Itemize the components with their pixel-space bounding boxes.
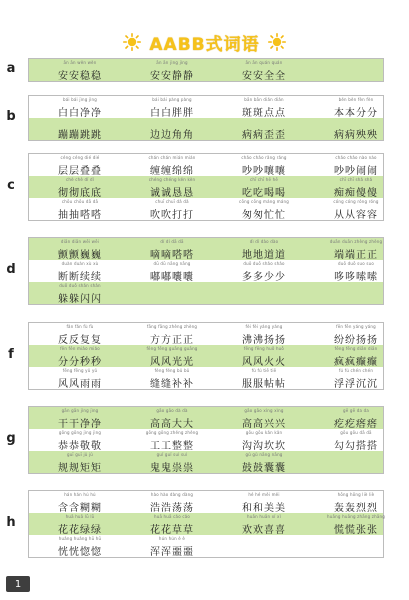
chinese-word: 白白胖胖 — [150, 108, 194, 119]
pinyin-text: féng féng bǔ bǔ — [154, 368, 190, 373]
chinese-word: 风风雨雨 — [58, 379, 102, 390]
pinyin-text: hún hún è è — [158, 536, 186, 541]
word-row — [29, 491, 383, 513]
word-entry — [39, 154, 121, 176]
word-entry — [131, 513, 213, 535]
pinyin-text: huǎng huǎng hū hū — [58, 536, 102, 541]
word-row — [29, 176, 383, 198]
word-entry — [223, 118, 305, 140]
word-row — [29, 154, 383, 176]
chinese-word: 服服帖帖 — [242, 379, 286, 390]
chinese-word: 痴痴傻傻 — [334, 188, 378, 199]
word-row — [29, 451, 383, 473]
word-entry — [223, 154, 305, 176]
chinese-word: 边边角角 — [150, 130, 194, 141]
word-entry — [223, 238, 305, 260]
chinese-word: 病病歪歪 — [242, 130, 286, 141]
chinese-word: 诚诚恳恳 — [150, 188, 194, 199]
chinese-word: 断断续续 — [58, 272, 102, 283]
section-letter: c — [7, 178, 15, 193]
pinyin-text: chǎo chǎo nào nào — [335, 155, 377, 160]
pinyin-text: běn běn fèn fèn — [338, 97, 374, 102]
word-entry — [131, 429, 213, 451]
chinese-word: 沟沟坎坎 — [242, 441, 286, 452]
word-row — [29, 238, 383, 260]
pinyin-text: huān huān xǐ xǐ — [247, 514, 281, 519]
word-entry — [39, 59, 121, 81]
word-entry — [223, 429, 305, 451]
pinyin-text: gē gē da da — [343, 408, 369, 413]
pinyin-text: huā huā cǎo cǎo — [153, 514, 191, 519]
word-entry — [223, 198, 305, 220]
word-entry — [315, 367, 397, 389]
pinyin-text: gāo gāo dà dà — [156, 408, 188, 413]
pinyin-text: gōng gōng jìng jìng — [58, 430, 102, 435]
word-row — [29, 260, 383, 282]
word-row — [29, 323, 383, 345]
section-box — [28, 237, 384, 305]
word-entry — [39, 513, 121, 535]
word-row — [29, 282, 383, 304]
word-entry — [315, 323, 397, 345]
pinyin-text: bái bái jìng jìng — [62, 97, 97, 102]
pinyin-text: chī chī hē hē — [249, 177, 279, 182]
chinese-word: 层层叠叠 — [58, 166, 102, 177]
chinese-word: 鼓鼓囊囊 — [242, 463, 286, 474]
chinese-word: 疯疯癫癫 — [334, 357, 378, 368]
word-entry — [315, 118, 397, 140]
pinyin-text: fēng fēng guāng guāng — [146, 346, 198, 351]
chinese-word: 和和美美 — [242, 503, 286, 514]
chinese-word: 干干净净 — [58, 419, 102, 430]
chinese-word: 白白净净 — [58, 108, 102, 119]
word-entry — [223, 59, 305, 81]
section-c — [7, 153, 384, 221]
section-letter: d — [6, 262, 16, 277]
word-entry — [39, 451, 121, 473]
word-entry — [315, 513, 397, 535]
word-entry — [39, 238, 121, 260]
pinyin-text: ān ān quán quán — [245, 60, 283, 65]
pinyin-text: fēn fēn miǎo miǎo — [60, 346, 100, 351]
pinyin-text: bān bān diǎn diǎn — [244, 97, 284, 102]
section-letter: b — [6, 109, 16, 124]
chinese-word: 缠缠绵绵 — [150, 166, 194, 177]
section-h — [6, 490, 385, 558]
chinese-word: 含含糊糊 — [58, 503, 102, 514]
pinyin-text: duǒ duǒ shǎn shǎn — [59, 283, 101, 288]
pinyin-text: gān gān jìng jìng — [61, 408, 99, 413]
chinese-word: 高高大大 — [150, 419, 194, 430]
pinyin-text: chī chī shǎ shǎ — [339, 177, 373, 182]
pinyin-text: fǎn fǎn fù fù — [66, 324, 94, 329]
pinyin-text: dí dí dā dā — [160, 239, 184, 244]
section-box — [28, 95, 384, 141]
word-entry — [39, 367, 121, 389]
chinese-word: 吵吵闹闹 — [334, 166, 378, 177]
word-entry — [39, 176, 121, 198]
pinyin-text: duān duān zhèng zhèng — [329, 239, 383, 244]
pinyin-text: hào hào dàng dàng — [150, 492, 194, 497]
word-entry — [223, 323, 305, 345]
word-row — [29, 118, 383, 140]
chinese-word: 鬼鬼祟祟 — [150, 463, 194, 474]
chinese-word: 反反复复 — [58, 335, 102, 346]
chinese-word: 勾勾搭搭 — [334, 441, 378, 452]
pinyin-text: guǐ guǐ suì suì — [156, 452, 188, 457]
pinyin-text: huāng huāng zhāng zhāng — [327, 514, 385, 519]
word-row — [29, 96, 383, 118]
pinyin-text: fú fú chén chén — [338, 368, 374, 373]
word-entry — [131, 367, 213, 389]
chinese-word: 慌慌张张 — [334, 525, 378, 536]
chinese-word: 地地道道 — [242, 250, 286, 261]
chinese-word: 彻彻底底 — [58, 188, 102, 199]
pinyin-text: céng céng dié dié — [60, 155, 100, 160]
section-a — [6, 58, 384, 82]
word-row — [29, 59, 383, 81]
section-box — [28, 153, 384, 221]
chinese-word: 匆匆忙忙 — [242, 210, 286, 221]
word-entry — [39, 345, 121, 367]
pinyin-text: fēng fēng diān diān — [334, 346, 378, 351]
chinese-word: 浑浑噩噩 — [150, 547, 194, 558]
word-entry — [39, 282, 121, 304]
sun-icon-left — [123, 33, 141, 51]
word-entry — [131, 407, 213, 429]
section-letter: g — [6, 431, 16, 446]
chinese-word: 恍恍惚惚 — [58, 547, 102, 558]
word-entry — [131, 451, 213, 473]
word-entry — [39, 407, 121, 429]
pinyin-text: chè chè dǐ dǐ — [65, 177, 95, 182]
word-entry — [223, 491, 305, 513]
pinyin-text: duō duō suo suo — [338, 261, 374, 266]
chinese-word: 斑斑点点 — [242, 108, 286, 119]
pinyin-text: hán hán hú hú — [64, 492, 96, 497]
section-letter: a — [6, 61, 16, 76]
word-entry — [39, 429, 121, 451]
word-entry — [131, 118, 213, 140]
word-entry — [315, 429, 397, 451]
chinese-word: 纷纷扬扬 — [334, 335, 378, 346]
word-entry — [223, 451, 305, 473]
chinese-word: 高高兴兴 — [242, 419, 286, 430]
chinese-word: 花花绿绿 — [58, 525, 102, 536]
chinese-word: 多多少少 — [242, 272, 286, 283]
word-entry — [223, 407, 305, 429]
chinese-word: 本本分分 — [334, 108, 378, 119]
word-entry — [131, 176, 213, 198]
word-entry — [39, 491, 121, 513]
word-row — [29, 198, 383, 220]
chinese-word: 端端正正 — [334, 250, 378, 261]
word-entry — [39, 198, 121, 220]
word-entry — [131, 260, 213, 282]
word-entry — [223, 513, 305, 535]
word-entry — [131, 59, 213, 81]
word-entry — [131, 491, 213, 513]
chinese-word: 躲躲闪闪 — [58, 294, 102, 305]
word-row — [29, 345, 383, 367]
word-row — [29, 407, 383, 429]
word-entry — [315, 260, 397, 282]
page-number-badge: 1 — [6, 576, 30, 592]
word-entry — [131, 535, 213, 557]
pinyin-text: fēn fēn yáng yáng — [336, 324, 376, 329]
pinyin-text: gōu gōu kǎn kǎn — [245, 430, 283, 435]
chinese-word: 欢欢喜喜 — [242, 525, 286, 536]
word-entry — [315, 96, 397, 118]
chinese-word: 风风光光 — [150, 357, 194, 368]
pinyin-text: chǎo chǎo rǎng rǎng — [241, 155, 287, 160]
chinese-word: 吹吹打打 — [150, 210, 194, 221]
title-bar — [0, 30, 409, 54]
pinyin-text: hé hé měi měi — [248, 492, 280, 497]
pinyin-text: gōng gōng zhěng zhěng — [145, 430, 199, 435]
word-entry — [223, 367, 305, 389]
chinese-word: 抽抽嗒嗒 — [58, 210, 102, 221]
page-title: AABB式词语 — [149, 34, 260, 55]
word-row — [29, 429, 383, 451]
word-entry — [131, 238, 213, 260]
pinyin-text: fēng fēng huǒ huǒ — [243, 346, 285, 351]
section-box — [28, 322, 384, 390]
chinese-word: 嘟嘟囔囔 — [150, 272, 194, 283]
chinese-word: 分分秒秒 — [58, 357, 102, 368]
pinyin-text: dì dì dào dào — [249, 239, 279, 244]
chinese-word: 规规矩矩 — [58, 463, 102, 474]
pinyin-text: duàn duàn xù xù — [61, 261, 99, 266]
pinyin-text: gōu gōu dā dā — [340, 430, 372, 435]
chinese-word: 恭恭敬敬 — [58, 441, 102, 452]
pinyin-text: dū dū nāng nāng — [153, 261, 191, 266]
pinyin-text: chéng chéng kěn kěn — [148, 177, 196, 182]
pinyin-text: ān ān wěn wěn — [63, 60, 97, 65]
pinyin-text: chuī chuī dǎ dǎ — [155, 199, 189, 204]
sun-icon-right — [268, 33, 286, 51]
word-entry — [223, 176, 305, 198]
pinyin-text: fú fú tiē tiē — [251, 368, 277, 373]
section-box — [28, 490, 384, 558]
chinese-word: 沸沸扬扬 — [242, 335, 286, 346]
pinyin-text: huā huā lǜ lǜ — [65, 514, 95, 519]
chinese-word: 安安静静 — [150, 71, 194, 82]
word-entry — [39, 323, 121, 345]
word-entry — [131, 323, 213, 345]
word-entry — [223, 96, 305, 118]
chinese-word: 安安稳稳 — [58, 71, 102, 82]
word-entry — [315, 491, 397, 513]
word-entry — [131, 96, 213, 118]
pinyin-text: ān ān jìng jìng — [156, 60, 188, 65]
word-entry — [39, 535, 121, 557]
chinese-word: 嘀嘀嗒嗒 — [150, 250, 194, 261]
pinyin-text: chōu chōu dā dā — [61, 199, 99, 204]
word-entry — [315, 154, 397, 176]
pinyin-text: gǔ gǔ nāng nāng — [245, 452, 283, 457]
chinese-word: 浮浮沉沉 — [334, 379, 378, 390]
pinyin-text: hōng hōng liè liè — [337, 492, 375, 497]
chinese-word: 风风火火 — [242, 357, 286, 368]
chinese-word: 浩浩荡荡 — [150, 503, 194, 514]
pinyin-text: diān diān wēi wēi — [60, 239, 100, 244]
pinyin-text: gāo gāo xìng xìng — [244, 408, 284, 413]
word-entry — [39, 260, 121, 282]
chinese-word: 从从容容 — [334, 210, 378, 221]
pinyin-text: cōng cōng máng máng — [239, 199, 289, 204]
pinyin-text: bái bái pàng pàng — [152, 97, 192, 102]
word-entry — [315, 238, 397, 260]
pinyin-text: chán chán mián mián — [148, 155, 196, 160]
word-entry — [131, 345, 213, 367]
pinyin-text: fāng fāng zhèng zhèng — [146, 324, 198, 329]
chinese-word: 病病殃殃 — [334, 130, 378, 141]
section-d — [6, 237, 384, 305]
word-row — [29, 367, 383, 389]
word-entry — [315, 345, 397, 367]
section-letter: f — [8, 347, 14, 362]
word-entry — [131, 198, 213, 220]
word-entry — [39, 96, 121, 118]
chinese-word: 蹦蹦跳跳 — [58, 130, 102, 141]
chinese-word: 吃吃喝喝 — [242, 188, 286, 199]
word-entry — [223, 260, 305, 282]
word-entry — [315, 407, 397, 429]
chinese-word: 安安全全 — [242, 71, 286, 82]
word-entry — [131, 154, 213, 176]
chinese-word: 轰轰烈烈 — [334, 503, 378, 514]
section-box — [28, 58, 384, 82]
chinese-word: 工工整整 — [150, 441, 194, 452]
section-box — [28, 406, 384, 474]
section-f — [8, 322, 384, 390]
pinyin-text: cóng cóng róng róng — [333, 199, 379, 204]
chinese-word: 花花草草 — [150, 525, 194, 536]
section-letter: h — [6, 515, 16, 530]
word-row — [29, 513, 383, 535]
pinyin-text: duō duō shǎo shǎo — [243, 261, 285, 266]
chinese-word: 方方正正 — [150, 335, 194, 346]
word-row — [29, 535, 383, 557]
chinese-word: 哆哆嗦嗦 — [334, 272, 378, 283]
chinese-word: 颤颤巍巍 — [58, 250, 102, 261]
chinese-word: 吵吵嚷嚷 — [242, 166, 286, 177]
word-entry — [315, 198, 397, 220]
section-g — [6, 406, 384, 474]
chinese-word: 缝缝补补 — [150, 379, 194, 390]
word-entry — [315, 176, 397, 198]
word-entry — [39, 118, 121, 140]
pinyin-text: fèi fèi yáng yáng — [245, 324, 283, 329]
word-entry — [223, 345, 305, 367]
pinyin-text: fēng fēng yǔ yǔ — [62, 368, 98, 373]
section-b — [6, 95, 384, 141]
chinese-word: 疙疙瘩瘩 — [334, 419, 378, 430]
pinyin-text: guī guī jǔ jǔ — [66, 452, 94, 457]
